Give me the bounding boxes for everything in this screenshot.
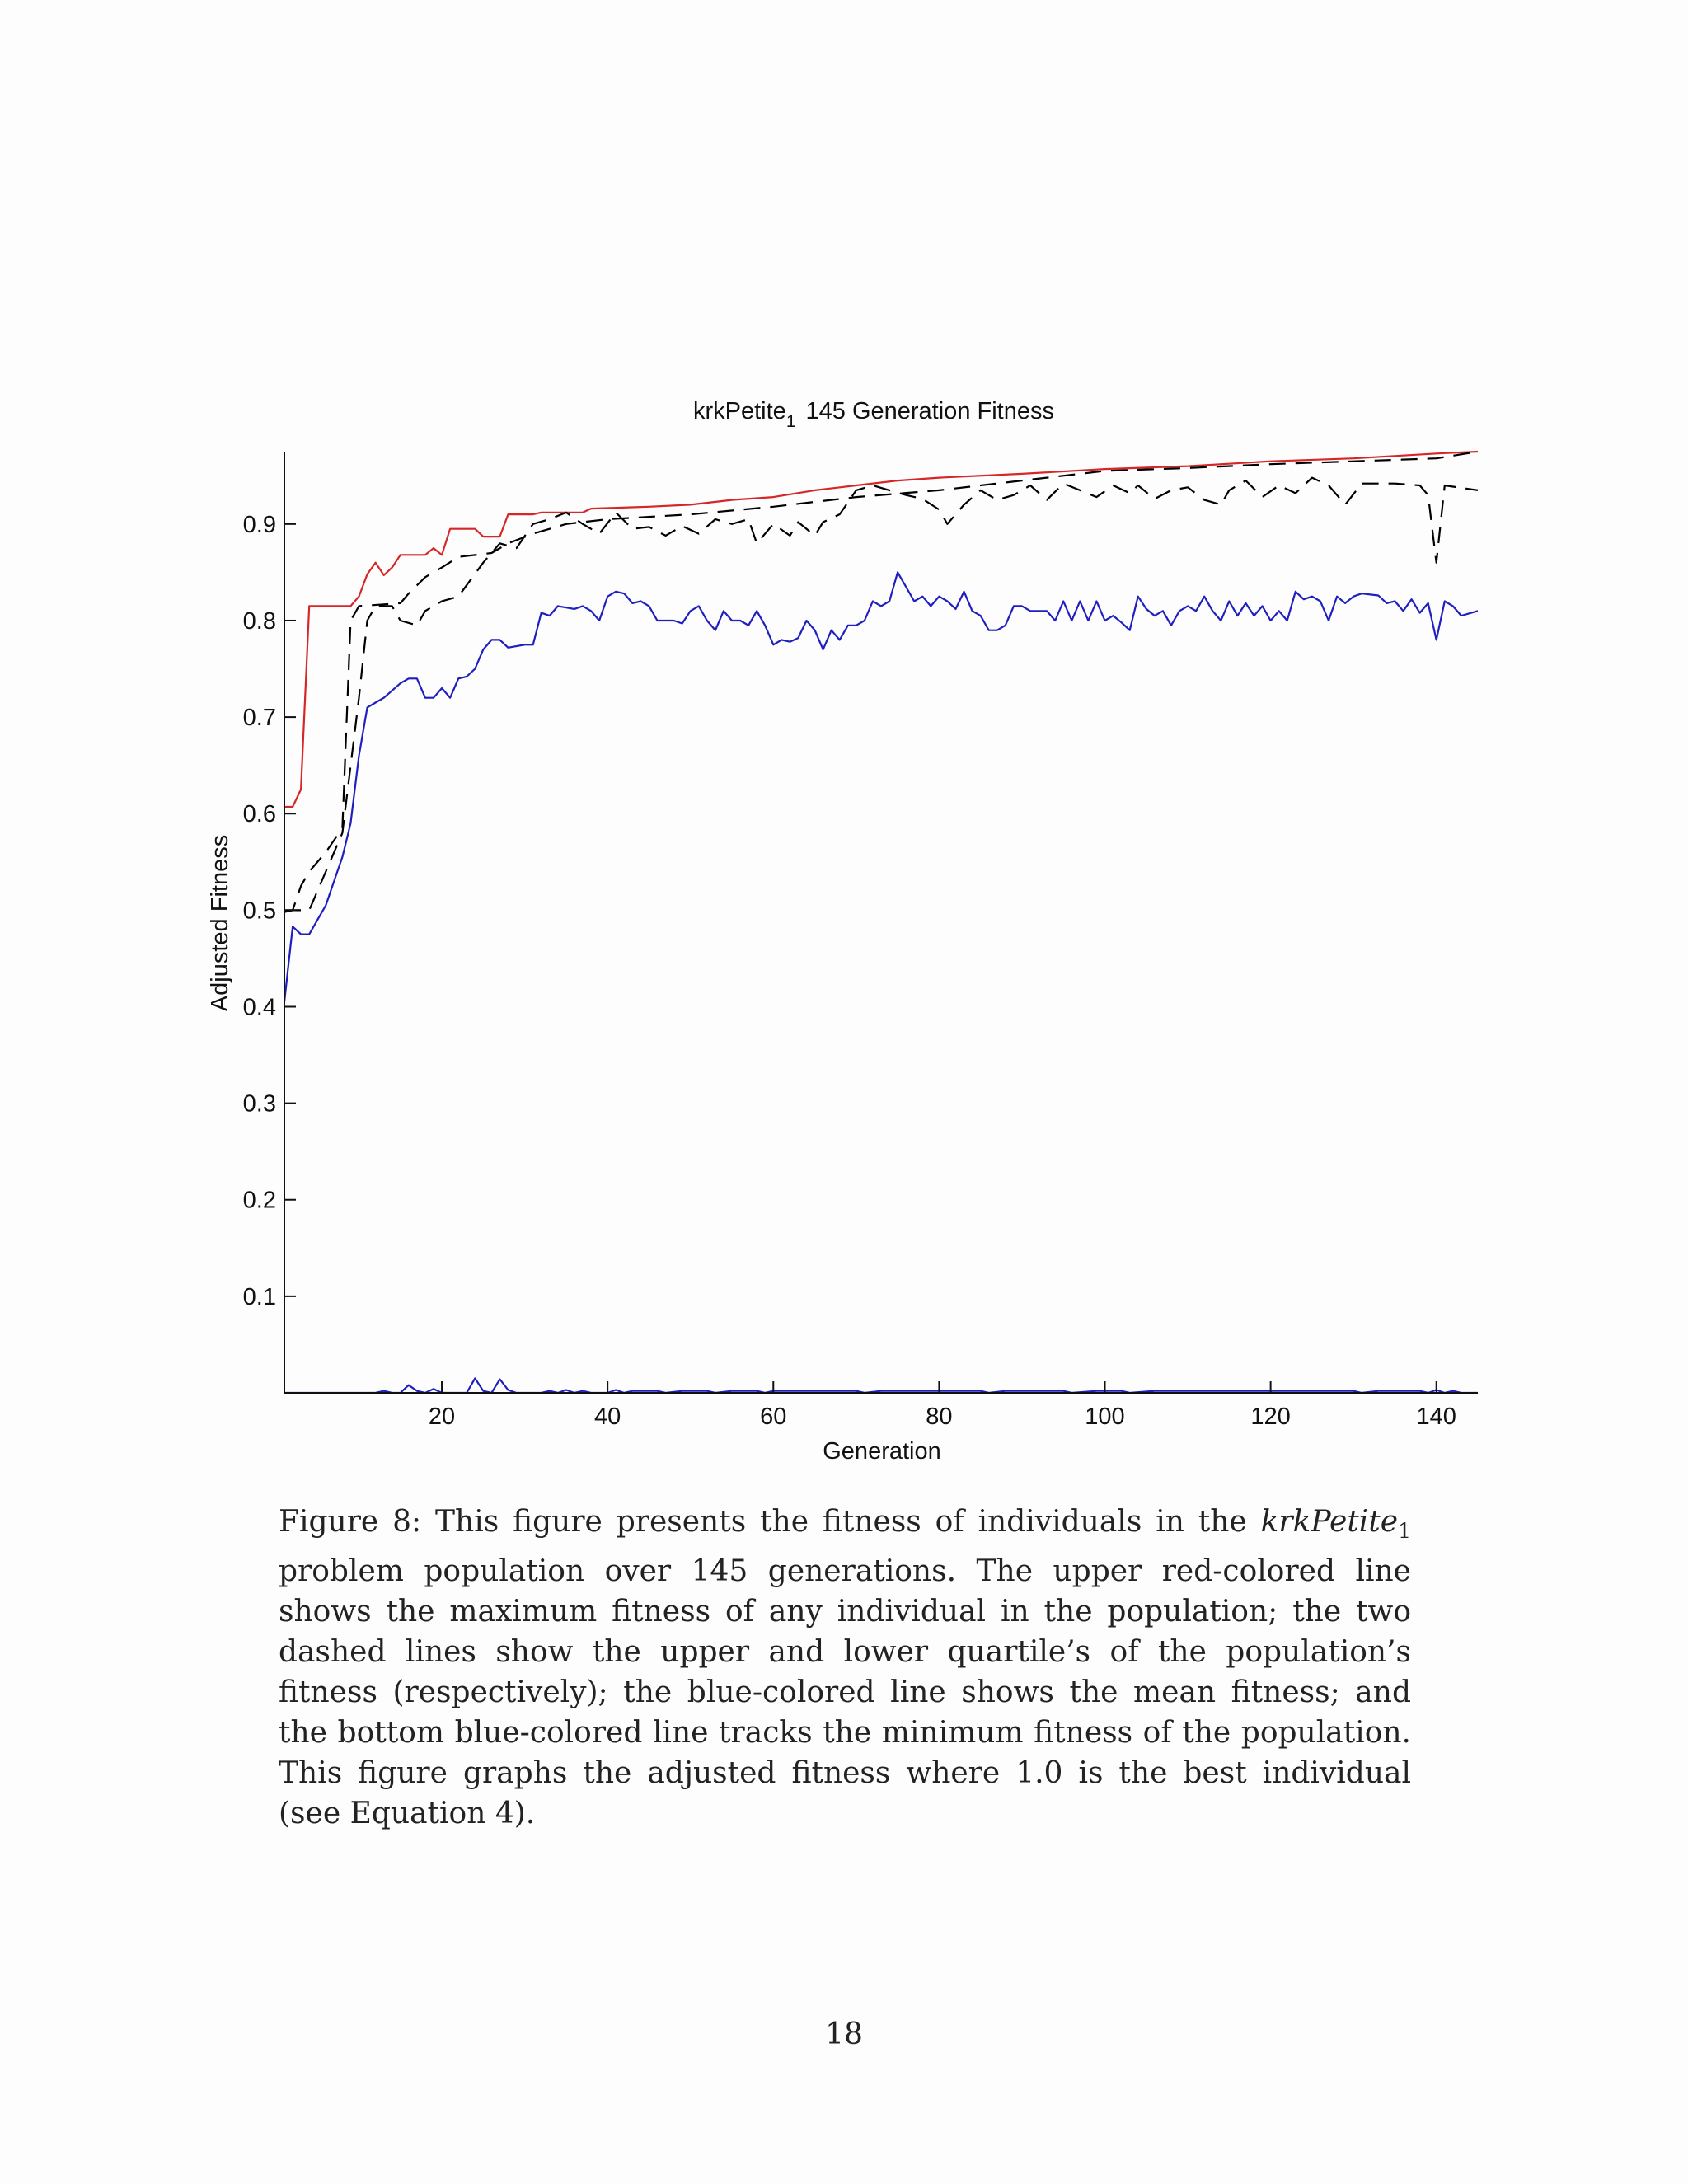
series-upper-quartile-line — [284, 452, 1478, 912]
x-tick-label: 120 — [1250, 1404, 1291, 1430]
y-tick-label: 0.7 — [242, 705, 276, 732]
y-tick-label: 0.5 — [242, 898, 276, 925]
y-tick-label: 0.3 — [242, 1090, 276, 1118]
series-minimum-line — [284, 1378, 1478, 1393]
x-tick-label: 100 — [1085, 1404, 1125, 1430]
x-axis-label: Generation — [823, 1438, 941, 1465]
y-tick-label: 0.4 — [242, 994, 276, 1021]
x-tick-label: 80 — [926, 1404, 953, 1430]
chart-title: krkPetite$_1$ 145 Generation Fitness — [693, 398, 1054, 431]
x-tick-label: 140 — [1416, 1404, 1456, 1430]
figure-caption — [279, 1502, 1411, 1834]
caption-prefix: Figure 8: This figure presents the fitness of individuals in the — [279, 1505, 1261, 1539]
y-tick-label: 0.9 — [242, 511, 276, 538]
plot-area — [284, 452, 1478, 1393]
y-tick-label: 0.1 — [242, 1283, 276, 1310]
page-number: 18 — [825, 2018, 863, 2051]
series-maximum-line — [284, 452, 1478, 807]
caption-math: krkPetite$_1$ — [1260, 1505, 1411, 1544]
series-lower-quartile-line — [284, 478, 1478, 911]
y-tick-label: 0.8 — [242, 607, 276, 635]
x-tick-label: 40 — [594, 1404, 621, 1430]
x-tick-label: 20 — [428, 1404, 456, 1430]
x-tick-label: 60 — [760, 1404, 787, 1430]
caption-suffix: problem population over 145 generations. The upper red-colored line shows the maximum fitness of any individual in the population; the two dashed lines show the upper and lower quartile’s of the population’s fitness (respectively); the blue-colored line shows the mean fitness; and the bottom blue-colored line tracks the minimum fitness of the population. This figure graphs the adjusted fitness where 1.0 is the best individual (see Equation 4). — [279, 1554, 1411, 1831]
y-tick-label: 0.2 — [242, 1187, 276, 1214]
y-axis-label: Adjusted Fitness — [207, 834, 233, 1012]
series-mean-line — [284, 572, 1478, 1001]
axes — [243, 452, 1478, 1430]
y-tick-label: 0.6 — [242, 801, 276, 828]
